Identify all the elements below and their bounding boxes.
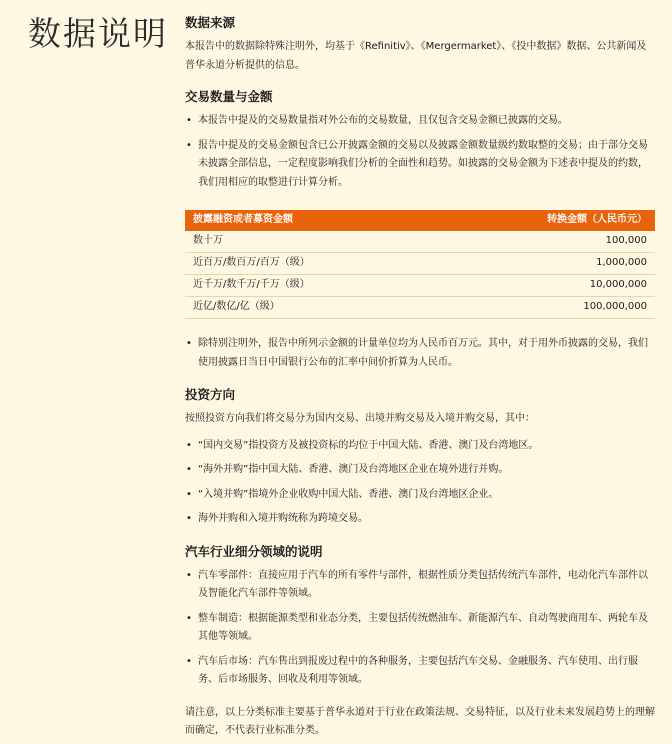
table-cell-label: 数十万	[185, 231, 436, 253]
table-cell-value: 1,000,000	[436, 253, 655, 275]
list-item-text: 报告中提及的交易金额包含已公开披露金额的交易以及披露金额数量级约数取整的交易；由于部分交易未披露全部信息，一定程度影响我们分析的全面性和趋势。如披露的交易金额为下述表中提及的约数，我们用相应的取整进行计算分析。	[198, 139, 648, 188]
list-item	[185, 461, 655, 480]
list-item-text: 整车制造：根据能源类型和业态分类，主要包括传统燃油车、新能源汽车、自动驾驶商用车、两轮车及其他等领域。	[198, 612, 648, 642]
table-cell-value: 10,000,000	[436, 275, 655, 297]
table-row	[185, 231, 655, 253]
amount-note-list	[185, 335, 655, 372]
list-item-text: 除特别注明外，报告中所列示金额的计量单位均为人民币百万元。其中，对于用外币披露的交易，我们使用披露日当日中国银行公布的汇率中间价折算为人民币。	[198, 338, 648, 368]
list-item	[185, 567, 655, 604]
direction-list	[185, 437, 655, 529]
list-item-text: 汽车后市场：汽车售出到报废过程中的各种服务，主要包括汽车交易、金融服务、汽车使用、出行服务、后市场服务、回收及利用等领域。	[198, 655, 638, 685]
bullet-icon: •	[186, 655, 192, 667]
list-item	[185, 510, 655, 529]
list-item-text: “国内交易”指投资方及被投资标的均位于中国大陆、香港、澳门及台湾地区。	[198, 439, 539, 451]
bullet-icon: •	[186, 338, 192, 349]
segments-closing-note: 请注意，以上分类标准主要基于普华永道对于行业在政策法规、交易特征，以及行业未来发展趋势上的理解而确定，不代表行业标准分类。	[185, 706, 655, 736]
table-header-row	[185, 210, 655, 231]
content-column	[185, 14, 655, 741]
table-cell-label: 近亿/数亿/亿（级）	[185, 297, 436, 319]
list-item-text: 汽车零部件：直接应用于汽车的所有零件与部件，根据性质分类包括传统汽车部件，电动化汽车部件以及智能化汽车部件等领域。	[198, 569, 648, 599]
list-item	[185, 335, 655, 372]
data-source-text: 本报告中的数据除特殊注明外，均基于《Refinitiv》、《Mergermarket》、《投中数据》数据、公共新闻及普华永道分析提供的信息。	[185, 41, 647, 71]
list-item	[185, 610, 655, 647]
bullet-icon: •	[186, 488, 192, 500]
table-cell-value: 100,000	[436, 231, 655, 253]
list-item-text: “入境并购”指境外企业收购中国大陆、香港、澳门及台湾地区企业。	[198, 488, 499, 500]
bullet-icon: •	[186, 569, 192, 581]
segments-heading: 汽车行业细分领域的说明	[185, 543, 323, 559]
table-row	[185, 297, 655, 319]
bullet-icon: •	[186, 464, 192, 475]
list-item	[185, 137, 655, 193]
direction-intro: 按照投资方向我们将交易分为国内交易、出境并购交易及入境并购交易，其中：	[185, 413, 535, 424]
direction-heading: 投资方向	[185, 387, 236, 402]
table-header-converted-amount: 转换金额（人民币元）	[436, 210, 655, 231]
bullet-icon: •	[186, 513, 192, 524]
amount-conversion-table	[185, 210, 655, 319]
segments-list	[185, 567, 655, 690]
list-item	[185, 486, 655, 505]
page-title: 数据说明	[28, 14, 168, 53]
bullet-icon: •	[186, 439, 192, 451]
table-cell-label: 近百万/数百万/百万（级）	[185, 253, 436, 275]
list-item-text: 海外并购和入境并购统称为跨境交易。	[198, 513, 368, 524]
list-item-text: 本报告中提及的交易数量指对外公布的交易数量，且仅包含交易金额已披露的交易。	[198, 115, 568, 126]
list-item-text: “海外并购”指中国大陆、香港、澳门及台湾地区企业在境外进行并购。	[198, 464, 509, 475]
bullet-icon: •	[186, 612, 192, 624]
data-source-heading: 数据来源	[185, 15, 236, 30]
table-row	[185, 275, 655, 297]
table-cell-value: 100,000,000	[436, 297, 655, 319]
bullet-icon: •	[186, 115, 192, 126]
table-cell-label: 近千万/数千万/千万（级）	[185, 275, 436, 297]
list-item	[185, 437, 655, 456]
list-item	[185, 112, 655, 131]
deal-volume-heading: 交易数量与金额	[185, 89, 273, 104]
table-header-disclosed-amount: 披露融资或者募资金额	[185, 210, 436, 231]
list-item	[185, 653, 655, 690]
deal-volume-list	[185, 112, 655, 192]
bullet-icon: •	[186, 139, 192, 151]
table-row	[185, 253, 655, 275]
